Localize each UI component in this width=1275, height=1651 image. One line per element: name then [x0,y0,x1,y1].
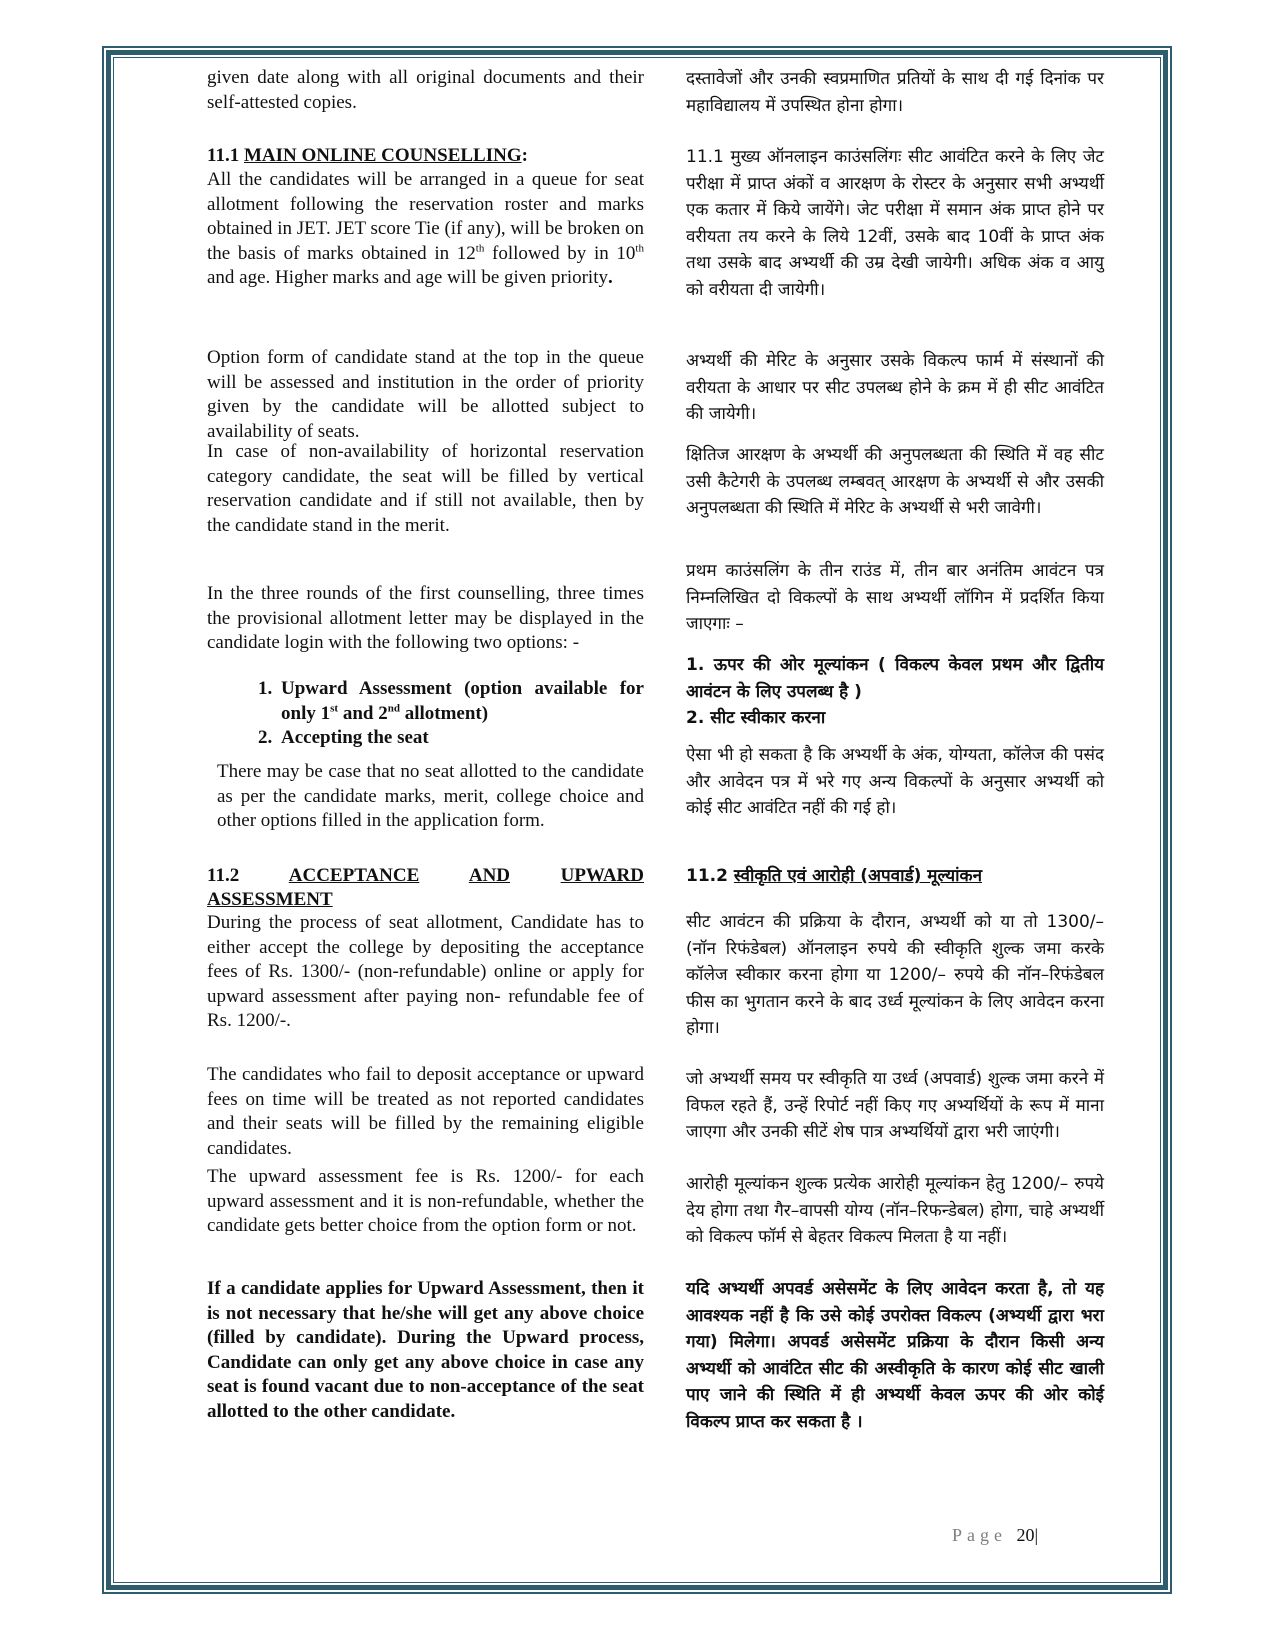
hi-intro-paragraph: दस्तावेजों और उनकी स्वप्रमाणित प्रतियों के साथ दी गई दिनांक पर महाविद्यालय में उपस्थित होना होगा। [686,69,1104,116]
page-separator: | [1034,1525,1039,1545]
en-section-11-1-number: 11.1 [207,145,244,166]
page-number: 20 [1016,1525,1035,1545]
en-seat-allotment-process-paragraph: During the process of seat allotment, Candidate has to either accept the college by depositing the acceptance fees of Rs. 1300/- (non-refundable) online or apply for upward assessment after paying non- refundable fee of Rs. 1200/-. [207,912,644,1031]
hi-upward-fee-paragraph: आरोही मूल्यांकन शुल्क प्रत्येक आरोही मूल्यांकन हेतु 1200/– रुपये देय होगा तथा गैर–वापसी योग्य (नॉन–रिफन्डेबल) होगा, चाहे अभ्यर्थी को विकल्प फॉर्म से बेहतर विकल्प मिलता है या नहीं। [686,1174,1104,1247]
hi-option-accepting-seat: 2. सीट स्वीकार करना [686,708,826,728]
en-option-upward-assessment: 1. Upward Assessment (option available for only 1st and 2nd allotment) [277,677,644,726]
en-options-list [207,677,644,751]
hi-three-rounds-paragraph: प्रथम काउंसलिंग के तीन राउंड में, तीन बार अनंतिम आवंटन पत्र निम्नलिखित दो विकल्पों के साथ अभ्यर्थी लॉगिन में प्रदर्शित किया जाएगाः – [686,561,1104,634]
en-upward-notice-paragraph: If a candidate applies for Upward Assessment, then it is not necessary that he/she will get any above choice (filled by candidate). During the Upward process, Candidate can only get any above choice in case any seat is found vacant due to non-acceptance of the seat allotted to the other candidate. [207,1278,644,1422]
en-no-seat-paragraph: There may be case that no seat allotted to the candidate as per the candidate marks, merit, college choice and other options filled in the application form. [217,761,644,831]
hi-section-11-1-text: 11.1 मुख्य ऑनलाइन काउंसलिंगः सीट आवंटित करने के लिए जेट परीक्षा में प्राप्त अंकों व आरक्षण के रोस्टर के अनुसार सभी अभ्यर्थी एक कतार में किये जायेंगे। जेट परीक्षा में समान अंक प्राप्त होने पर वरीयता तय करने के लिये 12वीं, उसके बाद 10वीं के प्राप्त अंक तथा उसके बाद अभ्यर्थी की उम्र देखी जायेगी। अधिक अंक व आयु को वरीयता दी जायेगी। [686,147,1104,300]
en-option-form-paragraph: Option form of candidate stand at the top in the queue will be assessed and institution in the order of priority given by the candidate will be allotted subject to availability of seats. [207,347,644,442]
en-intro-paragraph: given date along with all original documents and their self-attested copies. [207,67,644,113]
page-number-footer [952,1525,1038,1546]
en-horizontal-reservation-paragraph: In case of non-availability of horizontal reservation category candidate, the seat will be filled by vertical reservation candidate and if still not available, then by the candidate stand in the merit. [207,441,644,536]
en-section-11-2-heading-line1: 11.2 ACCEPTANCE AND UPWARD [207,865,644,886]
en-option-accepting-seat: 2. Accepting the seat [277,726,644,751]
en-section-11-1-heading [207,144,644,169]
hi-section-11-2-number: 11.2 [686,866,734,886]
en-section-11-2-number: 11.2 [207,865,240,886]
en-section-11-1-text: All the candidates will be arranged in a queue for seat allotment following the reservation roster and marks obtained in JET. JET score Tie (if any), will be broken on the basis of marks obtained in 12th followed by in 10th and age. Higher marks and age will be given priority. [207,169,644,288]
en-section-11-1-colon: : [521,145,528,166]
hi-seat-allotment-process-paragraph: सीट आवंटन की प्रक्रिया के दौरान, अभ्यर्थी को या तो 1300/– (नॉन रिफंडेबल) ऑनलाइन रुपये की स्वीकृति शुल्क जमा करके कॉलेज स्वीकार करना होगा या 1200/– रुपये की नॉन–रिफंडेबल फीस का भुगतान करने के बाद उर्ध्व मूल्यांकन के लिए आवेदन करना होगा। [686,912,1104,1038]
en-upward-fee-paragraph: The upward assessment fee is Rs. 1200/- for each upward assessment and it is non-refundable, whether the candidate gets better choice from the option form or not. [207,1166,644,1236]
hi-section-11-2-title: स्वीकृति एवं आरोही (अपवार्ड) मूल्यांकन [733,866,983,886]
hi-option-upward-assessment: 1. ऊपर की ओर मूल्यांकन ( विकल्प केवल प्रथम और द्वितीय आवंटन के लिए उपलब्ध है ) [686,655,1104,702]
en-fail-to-deposit-paragraph: The candidates who fail to deposit acceptance or upward fees on time will be treated as not reported candidates and their seats will be filled by the remaining eligible candidates. [207,1064,644,1159]
hi-section-11-2-heading [686,863,1104,890]
page-label: Page [952,1525,1007,1545]
en-section-11-2-heading-line2: ASSESSMENT [207,889,333,910]
en-section-11-1-title: MAIN ONLINE COUNSELLING [243,145,522,166]
en-three-rounds-paragraph: In the three rounds of the first counselling, three times the provisional allotment letter may be displayed in the candidate login with the following two options: - [207,583,644,653]
hi-upward-notice-paragraph: यदि अभ्यर्थी अपवर्ड असेसमेंट के लिए आवेदन करता है, तो यह आवश्यक नहीं है कि उसे कोई उपरोक्त विकल्प (अभ्यर्थी द्वारा भरा गया) मिलेगा। अपवर्ड असेसमेंट प्रक्रिया के दौरान किसी अन्य अभ्यर्थी को आवंटित सीट की अस्वीकृति के कारण कोई सीट खाली पाए जाने की स्थिति में ही अभ्यर्थी केवल ऊपर की ओर कोई विकल्प प्राप्त कर सकता है । [686,1279,1104,1432]
hi-merit-paragraph: अभ्यर्थी की मेरिट के अनुसार उसके विकल्प फार्म में संस्थानों की वरीयता के आधार पर सीट उपलब्ध होने के क्रम में ही सीट आवंटित की जायेगी। [686,351,1104,424]
hi-no-seat-paragraph: ऐसा भी हो सकता है कि अभ्यर्थी के अंक, योग्यता, कॉलेज की पसंद और आवेदन पत्र में भरे गए अन्य विकल्पों के अनुसार अभ्यर्थी को कोई सीट आवंटित नहीं की गई हो। [686,745,1104,818]
hi-fail-to-deposit-paragraph: जो अभ्यर्थी समय पर स्वीकृति या उर्ध्व (अपवार्ड) शुल्क जमा करने में विफल रहते हैं, उन्हें रिपोर्ट नहीं किए गए अभ्यर्थियों के रूप में माना जाएगा और उनकी सीटें शेष पात्र अभ्यर्थियों द्वारा भरी जाएंगी। [686,1069,1104,1142]
hi-horizontal-reservation-paragraph: क्षितिज आरक्षण के अभ्यर्थी की अनुपलब्धता की स्थिति में वह सीट उसी कैटेगरी के उपलब्ध लम्बवत् आरक्षण के अभ्यर्थी से और उसकी अनुपलब्धता की स्थिति में मेरिट के अभ्यर्थी से भरी जावेगी। [686,445,1104,518]
